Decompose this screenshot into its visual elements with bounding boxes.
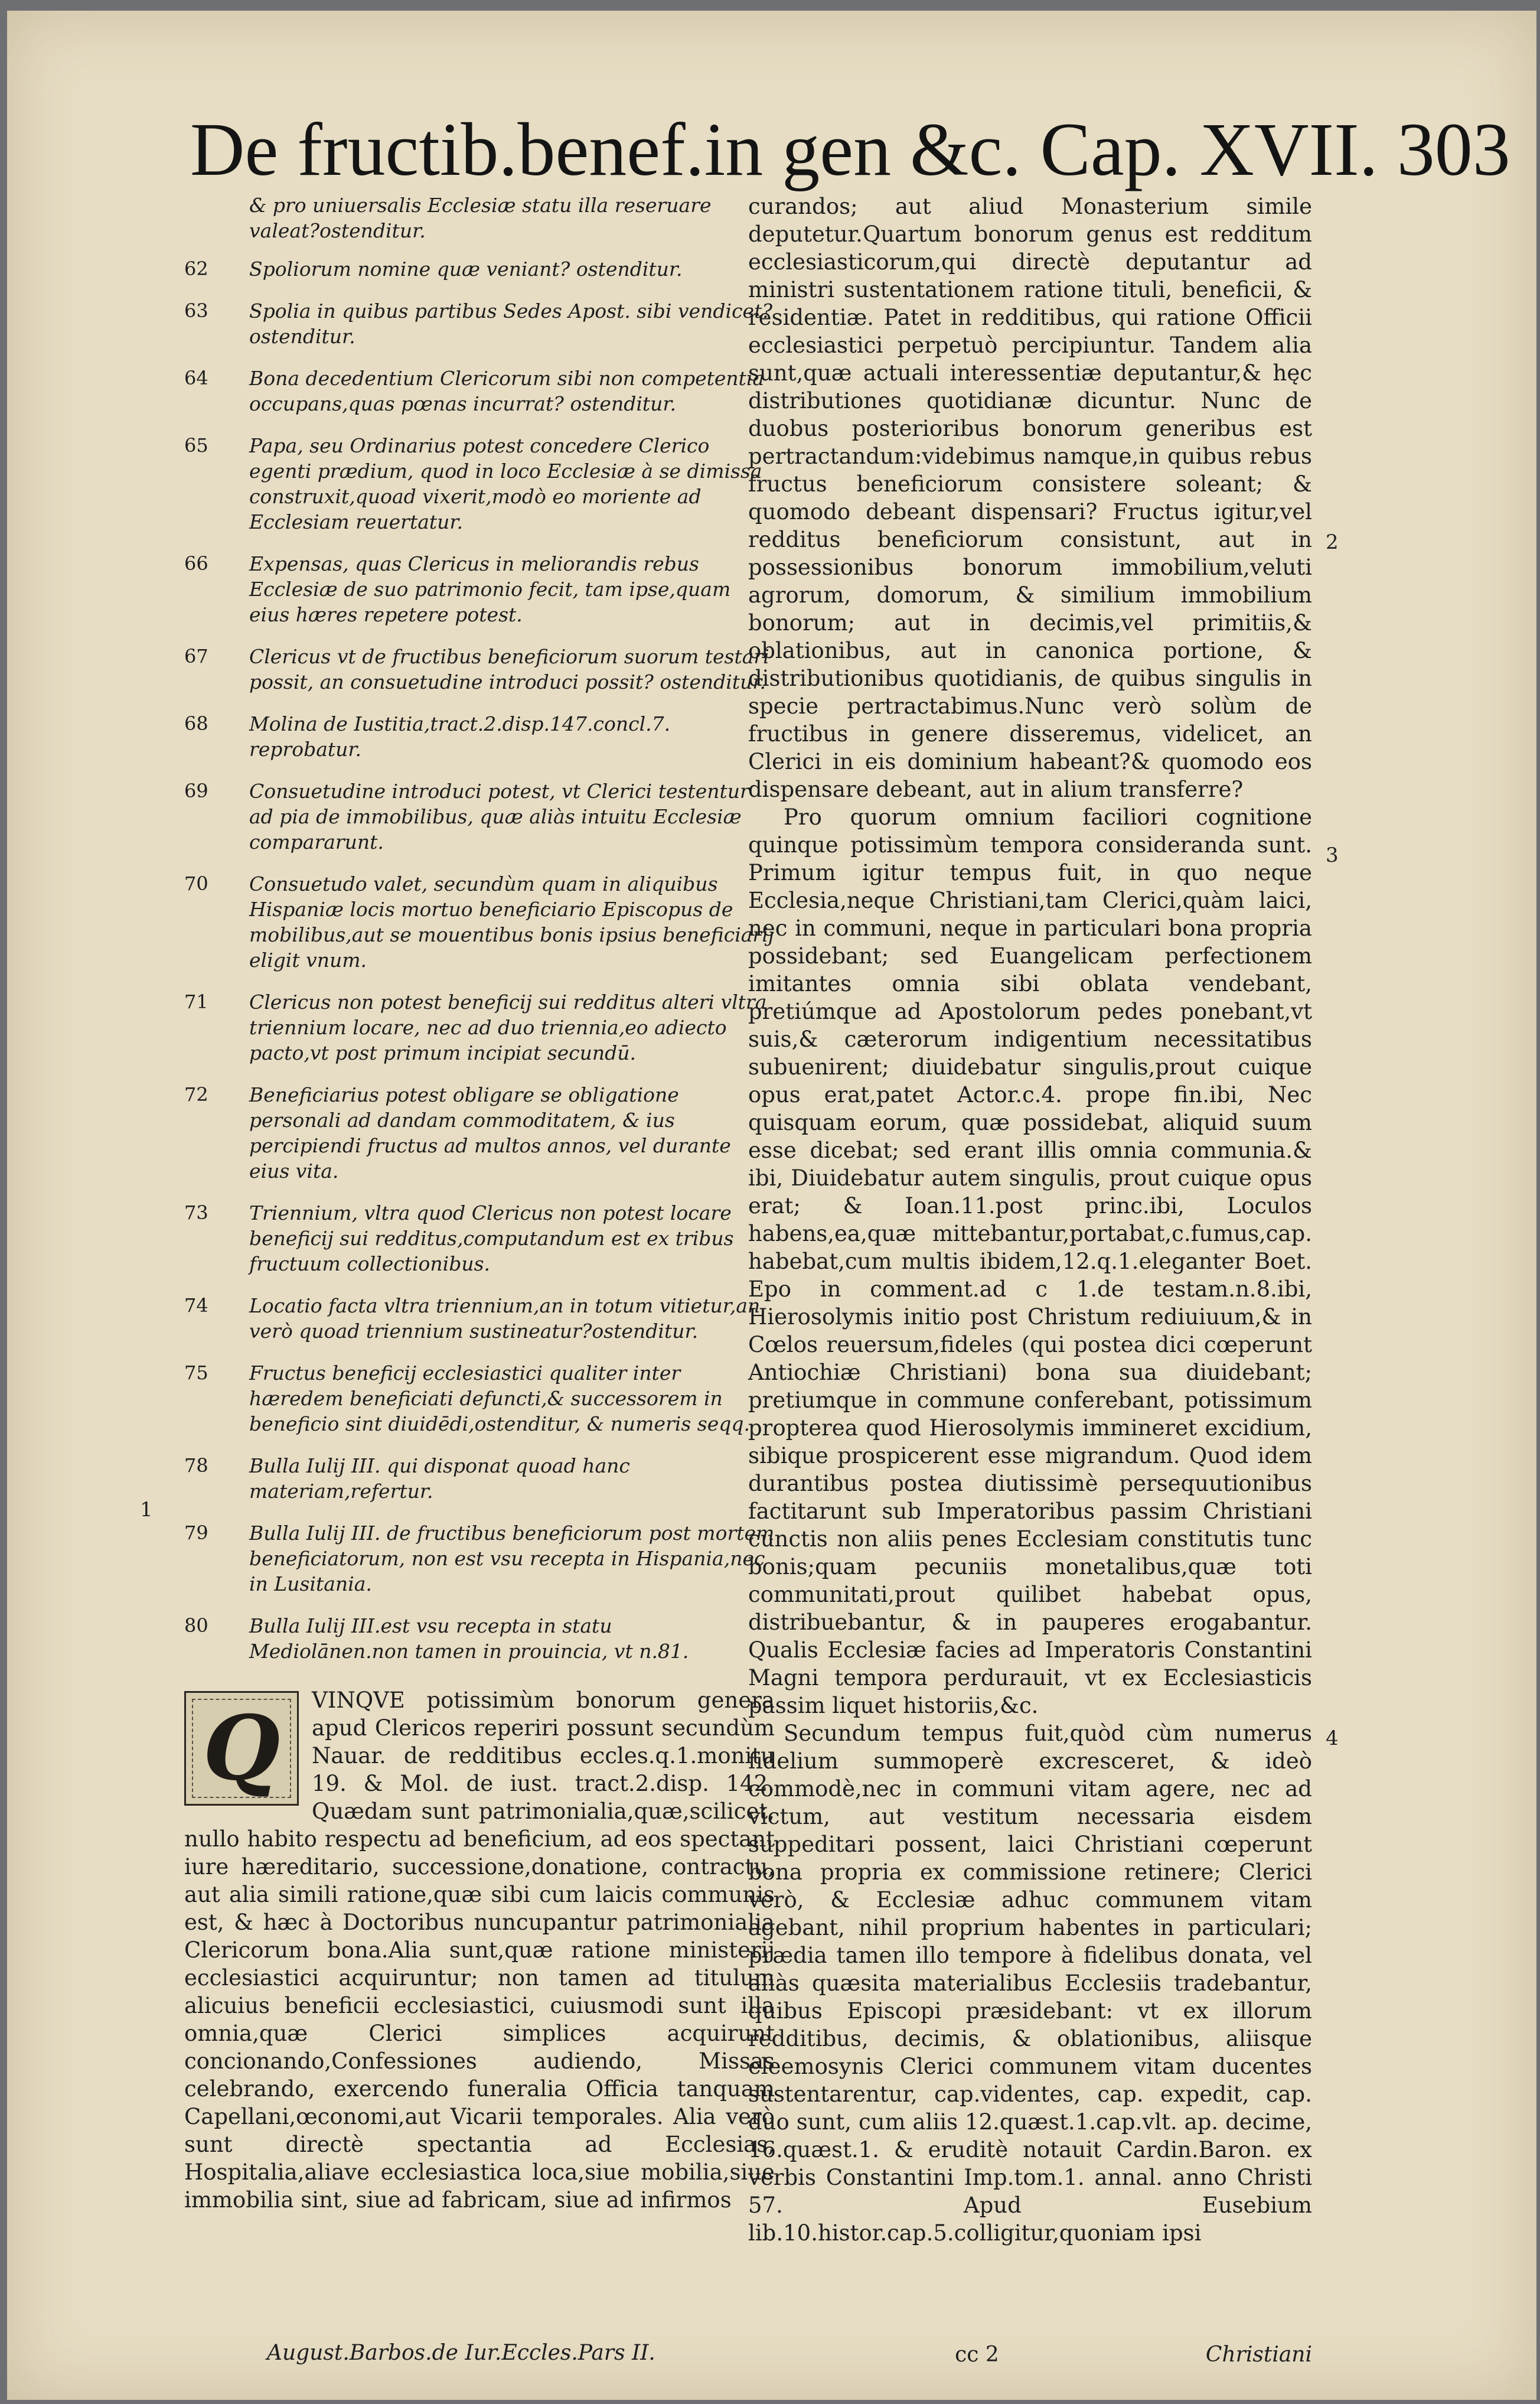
right-para-1: curandos; aut aliud Monasterium simile deputetur.Quartum bonorum genus est redditum ecclesiasticorum,qui directè deputantur ad ministri sustentationem ratione tituli, beneficii, & residentiæ. Patet in redditibus, qui ratione Officii ecclesiastici perpetuò percipiuntur. Tandem alia sunt,quæ actuali interessentiæ deputantur,& hęc distributiones quotidianæ dicuntur. Nunc de duobus posterioribus bonorum generibus est pertractandum:videbimus namque,in quibus rebus fructus beneficiorum consistere soleant; & quomodo debeant dispensari? Fructus igitur,vel redditus beneficiorum consistunt, aut in possessionibus bonorum immobilium,veluti agrorum, domorum, & similium immobilium bonorum; aut in decimis,vel primitiis,& oblationibus, aut in canonica portione, & distributionibus quotidianis, de quibus singulis in specie pertractabimus.Nunc verò solùm de fructibus in genere disseremus, videlicet, an Clerici in eis dominium habeant?& quomodo eos dispensare debeant, aut in alium transferre? <box>748 194 1312 802</box>
summary-item <box>184 298 775 349</box>
summary-item-number: 73 <box>184 1201 208 1224</box>
summary-item-number: 79 <box>184 1522 208 1544</box>
summary-item-text: Papa, seu Ordinarius potest concedere Clerico egenti prædium, quod in loco Ecclesiæ à se dimissa construxit,quoad vixerit,modò eo moriente ad Ecclesiam reuertatur. <box>249 434 762 533</box>
right-para-3: Secundum tempus fuit,quòd cùm numerus fidelium summoperè excresceret, & ideò commodè,nec in communi vitam agere, nec ad victum, aut vestitum necessaria eisdem suppeditari possent, laici Christiani cœperunt bona propria ex commissione retinere; Clerici verò, & Ecclesiæ adhuc communem vitam agebant, nihil proprium habentes in particulari; prædia tamen illo tempore à fidelibus donata, vel aliàs quæsita materialibus Ecclesiis tradebantur, quibus Episcopi præsidebant: vt ex illorum redditibus, decimis, & oblationibus, aliisque eleemosynis Clerici communem vitam ducentes sustentarentur, cap.videntes, cap. expedit, cap. duo sunt, cum aliis 12.quæst.1.cap.vlt. ap. decime, 16.quæst.1. & eruditè notauit Cardin.Baron. ex verbis Constantini Imp.tom.1. annal. anno Christi 57. Apud Eusebium lib.10.histor.cap.5.colligitur,quoniam ipsi <box>748 1721 1312 2246</box>
summary-item <box>184 256 775 282</box>
summary-item-text: Fructus beneficij ecclesiastici qualiter inter hæredem beneficiati defuncti,& successorem in beneficio sint diuidēdi,ostenditur, & numeris seqq. <box>249 1361 750 1435</box>
summary-item-number: 67 <box>184 645 208 667</box>
summary-item <box>184 644 775 695</box>
summary-continuation: & pro uniuersalis Ecclesiæ statu illa reseruare valeat?ostenditur. <box>249 194 712 242</box>
summary-item-number: 63 <box>184 299 208 322</box>
summary-item-number: 65 <box>184 434 208 457</box>
summary-item-text: Consuetudo valet, secundùm quam in aliquibus Hispaniæ locis mortuo beneficiario Episcopus de mobilibus,aut se mouentibus bonis ipsius beneficiarij eligit vnum. <box>249 872 774 972</box>
summary-item-text: Expensas, quas Clericus in meliorandis rebus Ecclesiæ de suo patrimonio fecit, tam ipse,quam eius hæres repetere potest. <box>249 552 731 626</box>
right-para-2: Pro quorum omnium faciliori cognitione quinque potissimùm tempora consideranda sunt. Primum igitur tempus fuit, in quo neque Ecclesia,neque Christiani,tam Clerici,quàm laici, nec in communi, neque in particulari bona propria possidebant; sed Euangelicam perfectionem imitantes omnia sibi oblata vendebant, pretiúmque ad Apostolorum pedes ponebant,vt suis,& cæterorum indigentium necessitatibus subuenirent; diuidebatur singulis,prout cuique opus erat,patet Actor.c.4. prope fin.ibi, Nec quisquam eorum, quæ possidebat, aliquid suum esse dicebat; sed erant illis omnia communia.& ibi, Diuidebatur autem singulis, prout cuique opus erat; & Ioan.11.post princ.ibi, Loculos habens,ea,quæ mittebantur,portabat,c.fumus,cap. habebat,cum multis ibidem,12.q.1.eleganter Boet. Epo in comment.ad c 1.de testam.n.8.ibi, Hierosolymis initio post Christum rediuiuum,& in Cœlos reuersum,fideles (qui postea dici cœperunt Antiochiæ Christiani) bona sua diuidebant; pretiumque in commune conferebant, potissimum propterea quod Hierosolymis immineret excidium, sibique prospicerent esse migrandum. Quod idem durantibus postea diutissimè persequutionibus factitarunt sub Imperatoribus passim Christiani cunctis non aliis penes Ecclesiam constitutis tunc bonis;quam pecuniis monetalibus,quæ toti communitati,prout quilibet habebat opus, distribuebantur, & in pauperes erogabantur. Qualis Ecclesiæ facies ad Imperatoris Constantini Magni tempora perdurauit, vt ex Ecclesiasticis passim liquet historiis,&c. <box>748 804 1312 1718</box>
margin-number-3: 3 <box>1326 843 1339 867</box>
summary-item <box>184 871 775 973</box>
summary-item-text: Spoliorum nomine quæ veniant? ostenditur. <box>249 258 683 281</box>
left-body-text: VINQVE potissimùm bonorum genera apud Clericos reperiri possunt secundùm Nauar. de redditibus eccles.q.1.monitu 19. & Mol. de iust. tract.2.disp. 142. Quædam sunt patrimonialia,quæ,scilicet, nullo habito respectu ad beneficium, ad eos spectant iure hæreditario, successione,donatione, contractu, aut alia simili ratione,quæ sibi cum laicis communis est, & hæc à Doctoribus nuncupantur patrimonialia Clericorum bona.Alia sunt,quæ ratione ministerij ecclesiastici acquiruntur; non tamen ad titulum alicuius beneficii ecclesiastici, cuiusmodi sunt illa omnia,quæ Clerici simplices acquirunt concionando,Confessiones audiendo, Missas celebrando, exercendo funeralia Officia tanquam Capellani,œconomi,aut Vicarii temporales. Alia verò sunt directè spectantia ad Ecclesias, Hospitalia,aliave ecclesiastica loca,siue mobilia,siue immobilia sint, siue ad fabricam, siue ad infirmos <box>184 1688 775 2213</box>
summary-list <box>184 256 775 1664</box>
summary-item-number: 75 <box>184 1361 208 1384</box>
summary-item <box>184 1200 775 1276</box>
summary-item-text: Bulla Iulij III. qui disponat quoad hanc materiam,refertur. <box>249 1454 630 1503</box>
summary-item-text: Beneficiarius potest obligare se obligatione personali ad dandam commoditatem, & ius percipiendi fructus ad multos annos, vel durante eius vita. <box>249 1083 731 1183</box>
book-page <box>7 11 1536 2400</box>
footer-author: August.Barbos.de Iur.Eccles.Pars II. <box>267 2341 655 2365</box>
summary-item <box>184 1293 775 1344</box>
summary-item <box>184 551 775 627</box>
summary-item-number: 72 <box>184 1083 208 1106</box>
summary-item-text: Triennium, vltra quod Clericus non potest locare beneficij sui redditus,computandum est ex tribus fructuum collectionibus. <box>249 1201 734 1275</box>
summary-item-number: 80 <box>184 1614 208 1637</box>
summary-item-number: 68 <box>184 712 208 735</box>
summary-item <box>184 1360 775 1436</box>
summary-item <box>184 778 775 855</box>
summary-item-number: 74 <box>184 1294 208 1317</box>
summary-item <box>184 1520 775 1597</box>
summary-item-text: Clericus non potest beneficij sui redditus alteri vltra triennium locare, nec ad duo triennia,eo adiecto pacto,vt post primum incipiat secundū. <box>249 991 767 1064</box>
summary-item-number: 70 <box>184 872 208 895</box>
summary-item <box>184 711 775 762</box>
summary-item <box>184 1082 775 1184</box>
margin-number-1: 1 <box>140 1498 153 1522</box>
catchword: Christiani <box>1205 2343 1312 2367</box>
summary-item-text: Bona decedentium Clericorum sibi non competentia occupans,quas pœnas incurrat? ostenditur. <box>249 367 765 415</box>
summary-item-text: Spolia in quibus partibus Sedes Apost. sibi vendicet?ostenditur. <box>249 299 773 348</box>
summary-item <box>184 366 775 416</box>
summary-item-text: Bulla Iulij III. de fructibus beneficiorum post mortem beneficiatorum, non est vsu recepta in Hispania,nec in Lusitania. <box>249 1522 775 1595</box>
drop-cap-initial: Q <box>184 1691 299 1806</box>
summary-item-number: 78 <box>184 1454 208 1477</box>
margin-number-2: 2 <box>1326 530 1339 554</box>
summary-item <box>184 1613 775 1664</box>
running-header: De fructib.benef.in gen &c. Cap. XVII. 303 <box>190 108 1510 191</box>
left-body <box>184 1686 775 2214</box>
footer-right <box>748 2343 1312 2367</box>
summary-item-text: Molina de Iustitia,tract.2.disp.147.concl.7. reprobatur. <box>249 712 671 761</box>
summary-item-number: 64 <box>184 367 208 389</box>
summary-item-text: Bulla Iulij III.est vsu recepta in statu Mediolānen.non tamen in prouincia, vt n.81. <box>249 1614 689 1663</box>
summary-item-number: 69 <box>184 780 208 802</box>
summary-item <box>184 433 775 535</box>
summary-item-text: Locatio facta vltra triennium,an in totum vitietur,an verò quoad triennium sustineatur?ostenditur. <box>249 1294 761 1343</box>
summary-item-number: 71 <box>184 991 208 1013</box>
summary-item-text: Clericus vt de fructibus beneficiorum suorum testari possit, an consuetudine introduci possit? ostenditur. <box>249 645 769 693</box>
summary-item-number: 66 <box>184 552 208 575</box>
summary-item <box>184 989 775 1066</box>
right-column <box>748 193 1312 2247</box>
margin-number-4: 4 <box>1326 1727 1339 1750</box>
summary-item-number: 62 <box>184 258 208 280</box>
summary-item <box>184 1453 775 1504</box>
signature-mark: cc 2 <box>955 2343 999 2367</box>
left-column <box>184 193 775 2214</box>
summary-item-text: Consuetudine introduci potest, vt Clerici testentur ad pia de immobilibus, quæ aliàs intuitu Ecclesiæ compararunt. <box>249 780 749 854</box>
